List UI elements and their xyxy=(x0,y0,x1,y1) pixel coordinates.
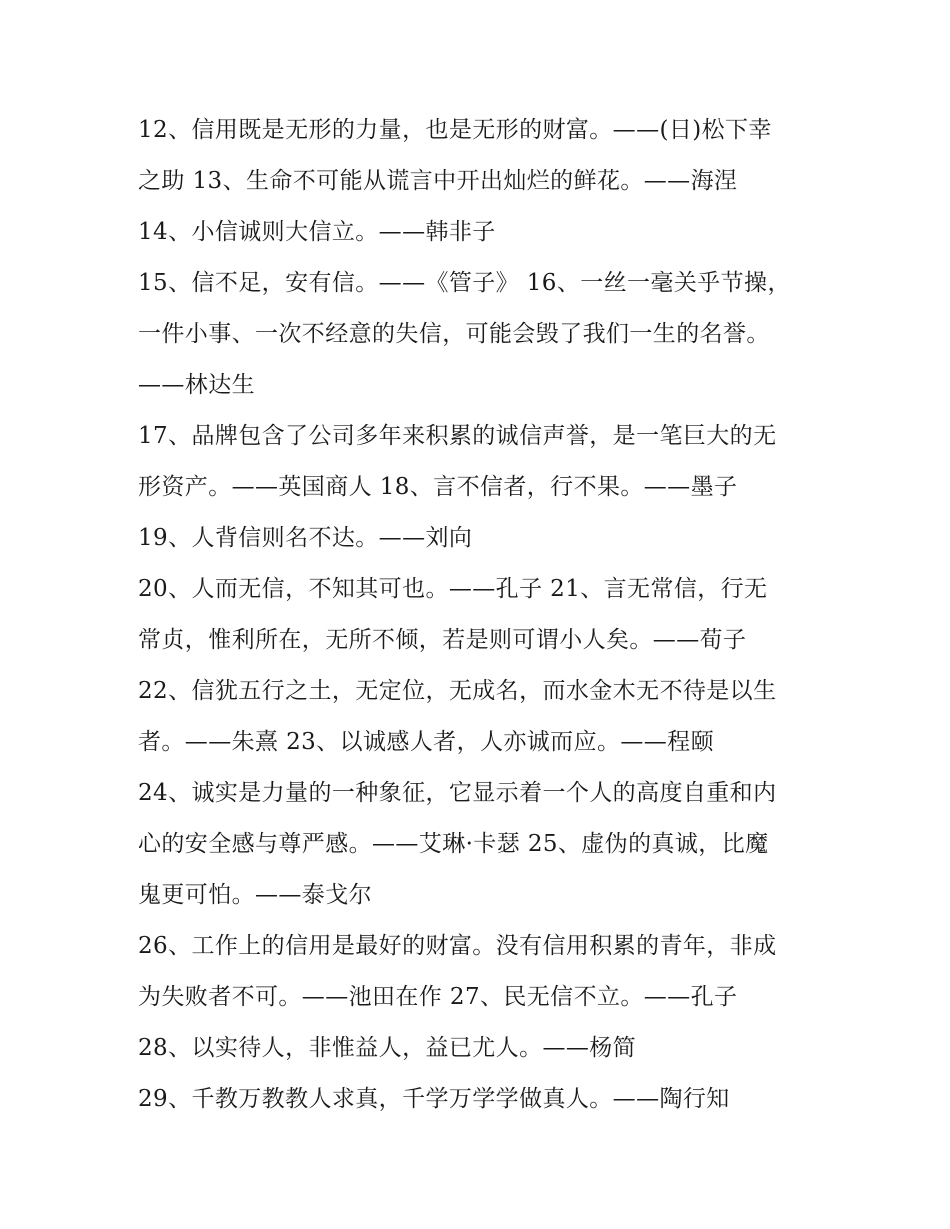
text-line: 22、信犹五行之土，无定位，无成名，而水金木无不待是以生 xyxy=(138,678,777,704)
text-line: 为失败者不可。——池田在作 27、民无信不立。——孔子 xyxy=(138,984,738,1010)
text-line: 一件小事、一次不经意的失信，可能会毁了我们一生的名誉。 xyxy=(138,321,770,347)
text-line: 29、千教万教教人求真，千学万学学做真人。——陶行知 xyxy=(138,1086,730,1112)
text-line: ——林达生 xyxy=(138,372,255,398)
text-line: 19、人背信则名不达。——刘向 xyxy=(138,525,473,551)
text-line: 12、信用既是无形的力量，也是无形的财富。——(日)松下幸 xyxy=(138,117,772,143)
text-line: 26、工作上的信用是最好的财富。没有信用积累的青年，非成 xyxy=(138,933,777,959)
text-line: 常贞，惟利所在，无所不倾，若是则可谓小人矣。——荀子 xyxy=(138,627,747,653)
text-line: 心的安全感与尊严感。——艾琳·卡瑟 25、虚伪的真诚，比魔 xyxy=(138,831,769,857)
text-line: 17、品牌包含了公司多年来积累的诚信声誉，是一笔巨大的无 xyxy=(138,423,777,449)
text-line: 28、以实待人，非惟益人，益已尤人。——杨简 xyxy=(138,1035,637,1061)
text-line: 20、人而无信，不知其可也。——孔子 21、言无常信，行无 xyxy=(138,576,768,602)
text-line: 24、诚实是力量的一种象征，它显示着一个人的高度自重和内 xyxy=(138,780,777,806)
text-line: 鬼更可怕。——泰戈尔 xyxy=(138,882,372,908)
quote-text-block xyxy=(138,105,828,1125)
text-line: 形资产。——英国商人 18、言不信者，行不果。——墨子 xyxy=(138,474,738,500)
text-line: 15、信不足，安有信。——《管子》 16、一丝一毫关乎节操， xyxy=(138,270,791,296)
text-line: 之助 13、生命不可能从谎言中开出灿烂的鲜花。——海涅 xyxy=(138,168,738,194)
text-line: 者。——朱熹 23、以诚感人者，人亦诚而应。——程颐 xyxy=(138,729,714,755)
text-line: 14、小信诚则大信立。——韩非子 xyxy=(138,219,496,245)
